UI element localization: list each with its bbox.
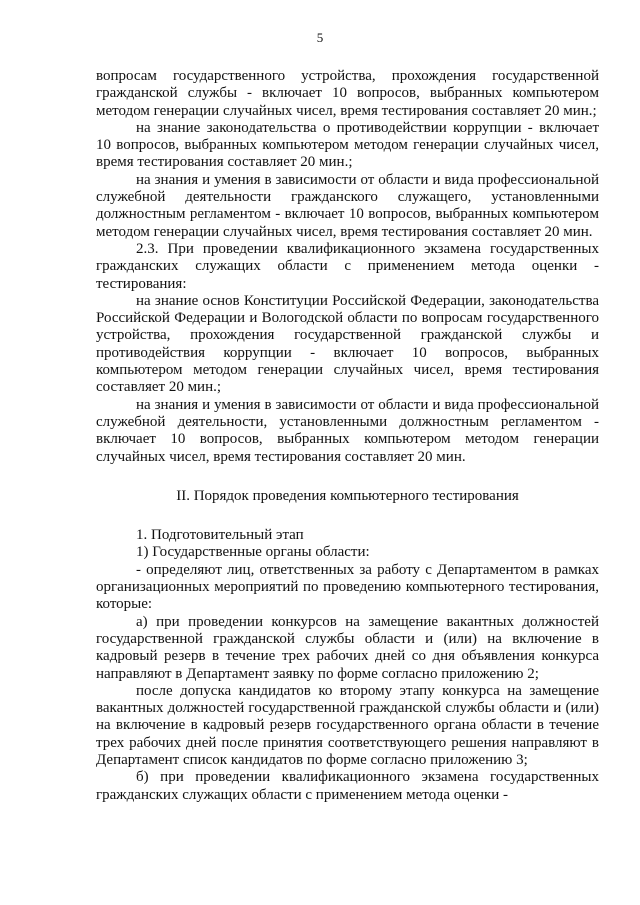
paragraph-professional-knowledge: на знания и умения в зависимости от области и вида профессиональной служебной деятельности гражданского служащего, установленными должностным регламентом - включает 10 вопросов, выбранных компьютером методом генерации случайных чисел, время тестирования составляет 20 мин.: [96, 171, 599, 240]
page-number: 5: [316, 30, 324, 45]
paragraph-item-a: а) при проведении конкурсов на замещение вакантных должностей государственной гражданской службы области и (или) на включение в кадровый резерв в течение трех рабочих дней со дня объявления конкурса направляют в Департамент заявку по форме согласно приложению 2;: [96, 613, 599, 682]
paragraph-item-b: б) при проведении квалификационного экзамена государственных гражданских служащих области с применением метода оценки -: [96, 769, 599, 803]
paragraph-section-2-3: 2.3. При проведении квалификационного экзамена государственных гражданских служащих области с применением метода оценки - тестирования:: [96, 240, 599, 292]
paragraph-anticorruption-questions: на знание законодательства о противодействии коррупции - включает 10 вопросов, выбранных компьютером методом генерации случайных чисел, время тестирования составляет 20 мин.;: [96, 119, 599, 171]
paragraph-admission-second-stage: после допуска кандидатов ко второму этапу конкурса на замещение вакантных должностей государственной гражданской службы области и (или) на включение в кадровый резерв государственного органа области в течение трех рабочих дней после принятия соответствующего решения направляют в Департамент список кандидатов по форме согласно приложению 3;: [96, 682, 599, 768]
document-body: [96, 68, 599, 804]
section-heading: II. Порядок проведения компьютерного тестирования: [176, 487, 519, 504]
paragraph-professional-skills: на знания и умения в зависимости от области и вида профессиональной служебной деятельности, установленными должностным регламентом - включает 10 вопросов, выбранных компьютером методом генерации случайных чисел, время тестирования составляет 20 мин.: [96, 396, 599, 465]
paragraph-preparatory-stage: 1. Подготовительный этап: [136, 527, 304, 544]
paragraph-governance-questions: вопросам государственного устройства, прохождения государственной гражданской службы - включает 10 вопросов, выбранных компьютером методом генерации случайных чисел, время тестирования составляет 20 мин.;: [96, 68, 599, 119]
paragraph-responsible-persons: - определяют лиц, ответственных за работу с Департаментом в рамках организационных мероприятий по проведению компьютерного тестирования, которые:: [96, 561, 599, 613]
paragraph-state-bodies: 1) Государственные органы области:: [136, 544, 370, 561]
paragraph-constitution-knowledge: на знание основ Конституции Российской Федерации, законодательства Российской Федерации и Вологодской области по вопросам государственного устройства, прохождения государственной гражданской службы и противодействия коррупции - включает 10 вопросов, выбранных компьютером методом генерации случайных чисел, время тестирования составляет 20 мин.;: [96, 292, 599, 396]
